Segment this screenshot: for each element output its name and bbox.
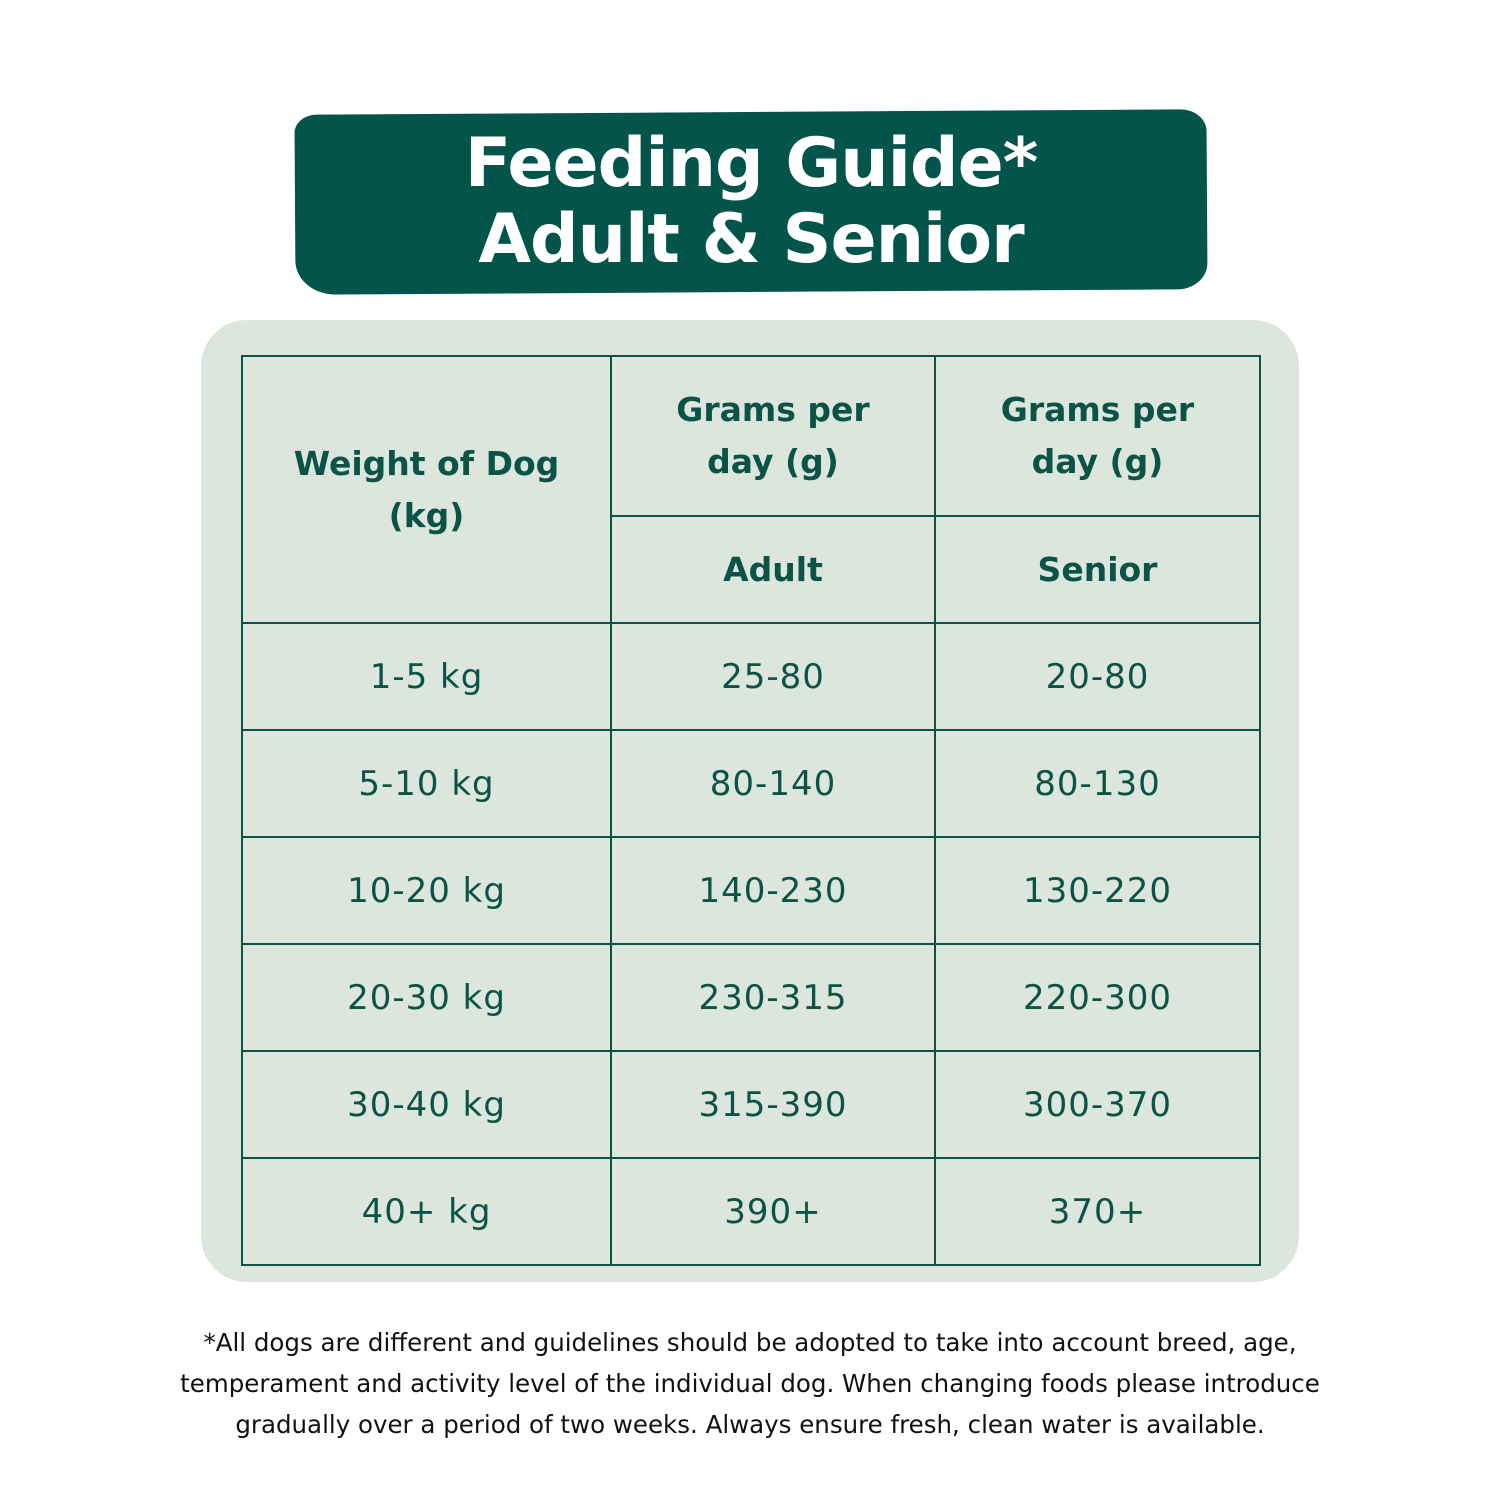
header-adult-grams: Grams per day (g)	[611, 356, 935, 516]
adult-cell: 390+	[611, 1158, 935, 1265]
footnote	[60, 1322, 1440, 1445]
adult-cell: 315-390	[611, 1051, 935, 1158]
table-row	[242, 1051, 1260, 1158]
title-line-1: Feeding Guide*	[464, 124, 1038, 203]
senior-cell: 130-220	[935, 837, 1260, 944]
weight-cell: 10-20 kg	[242, 837, 611, 944]
table-row	[242, 730, 1260, 837]
senior-cell: 80-130	[935, 730, 1260, 837]
weight-cell: 30-40 kg	[242, 1051, 611, 1158]
table-row	[242, 1158, 1260, 1265]
subheader-adult: Adult	[611, 516, 935, 623]
senior-cell: 300-370	[935, 1051, 1260, 1158]
table-row	[242, 837, 1260, 944]
adult-cell: 80-140	[611, 730, 935, 837]
page-title	[295, 126, 1207, 278]
weight-cell: 1-5 kg	[242, 623, 611, 730]
adult-cell: 140-230	[611, 837, 935, 944]
header-senior-grams: Grams per day (g)	[935, 356, 1260, 516]
weight-cell: 20-30 kg	[242, 944, 611, 1051]
weight-cell: 5-10 kg	[242, 730, 611, 837]
adult-cell: 230-315	[611, 944, 935, 1051]
table-row	[242, 944, 1260, 1051]
feeding-table	[241, 355, 1261, 1266]
weight-cell: 40+ kg	[242, 1158, 611, 1265]
adult-cell: 25-80	[611, 623, 935, 730]
table-row	[242, 623, 1260, 730]
header-weight: Weight of Dog (kg)	[242, 356, 611, 623]
footnote-line-1: *All dogs are different and guidelines should be adopted to take into account breed, age,	[203, 1328, 1297, 1357]
senior-cell: 20-80	[935, 623, 1260, 730]
senior-cell: 220-300	[935, 944, 1260, 1051]
footnote-line-2: temperament and activity level of the individual dog. When changing foods please introduce	[180, 1369, 1320, 1398]
senior-cell: 370+	[935, 1158, 1260, 1265]
title-line-2: Adult & Senior	[478, 200, 1024, 279]
footnote-line-3: gradually over a period of two weeks. Always ensure fresh, clean water is available.	[235, 1410, 1265, 1439]
subheader-senior: Senior	[935, 516, 1260, 623]
